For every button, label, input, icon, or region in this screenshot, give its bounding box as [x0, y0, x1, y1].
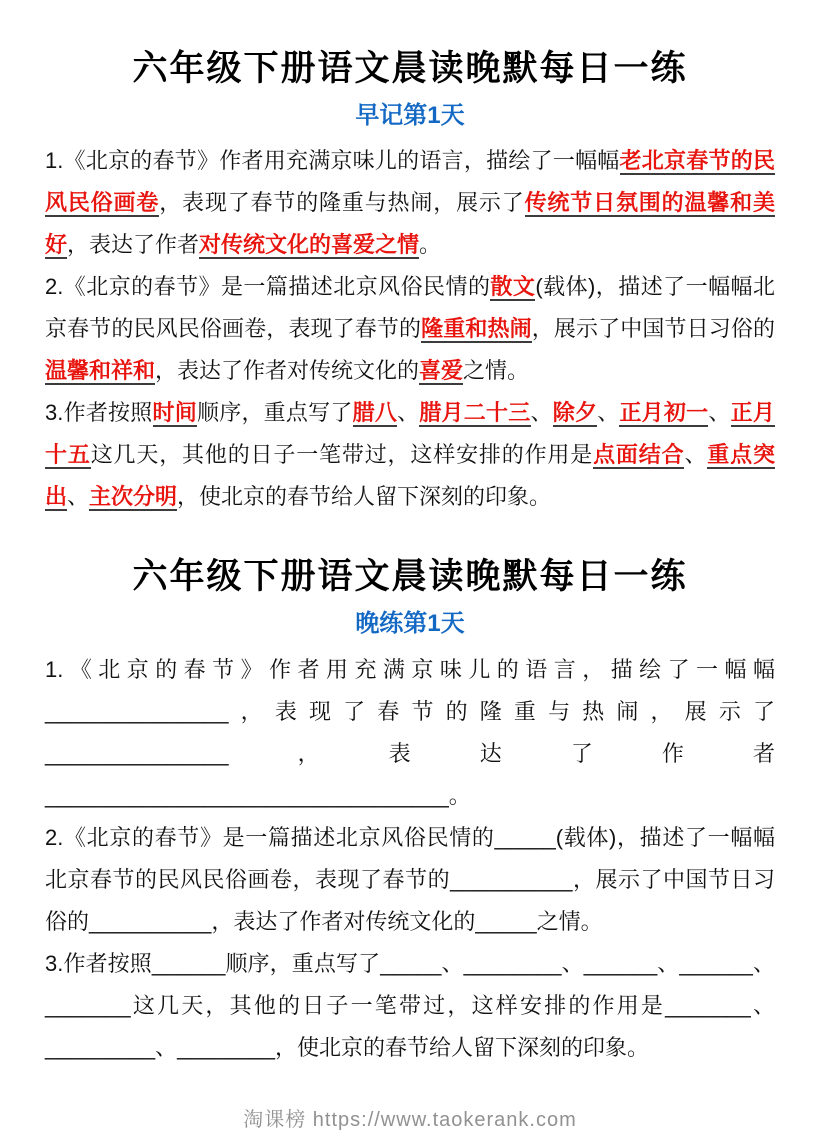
paragraph [45, 266, 775, 392]
paragraph-list-morning [45, 140, 775, 518]
answer-text: 对传统文化的喜爱之情 [199, 232, 420, 258]
answer-text: 重点突出 [45, 442, 775, 510]
body-text: 之情。 [536, 908, 603, 934]
body-text: 之情。 [463, 358, 530, 384]
blank-line: _______ [665, 992, 751, 1018]
body-text: 。 [419, 232, 442, 258]
answer-text: 时间 [152, 400, 197, 426]
answer-text: 正月初一 [619, 400, 709, 426]
answer-text: 除夕 [552, 400, 598, 426]
blank-line: _______________ [45, 698, 229, 724]
footer-site-text: 淘课榜 https://www.taokerank.com [243, 1108, 577, 1131]
answer-text: 点面结合 [593, 442, 685, 468]
blank-line: _____ [475, 908, 537, 934]
day-label-morning: 早记第1天 [355, 101, 465, 129]
body-text: ，展示了中国节日习俗的 [531, 316, 775, 342]
answer-text: 主次分明 [89, 484, 178, 510]
answer-text: 温馨和祥和 [45, 358, 156, 384]
body-text: 3.作者按照 [45, 950, 152, 976]
body-text: ，表现了春节的隆重与热闹，展示了 [228, 698, 775, 724]
answer-text: 正月十五 [45, 400, 775, 468]
body-text: 、 [657, 950, 680, 976]
body-text: ，使北京的春节给人留下深刻的印象。 [177, 484, 552, 510]
body-text: ，表现了春节的隆重与热闹，展示了 [159, 190, 525, 216]
page-footer [45, 1103, 775, 1148]
body-text: ，展示了中国节日习俗的 [45, 866, 775, 934]
blank-line: _____ [494, 824, 556, 850]
blank-line: _________________________________ [45, 782, 449, 808]
blank-line: ________ [177, 1034, 276, 1060]
body-text: 3.作者按照 [45, 400, 153, 426]
blank-line: __________ [450, 866, 573, 892]
body-text: 2.《北京的春节》是一篇描述北京风俗民情的 [45, 824, 495, 850]
blank-line: _______________ [45, 740, 229, 766]
body-text: 。 [448, 782, 471, 808]
answer-text: 腊月二十三 [419, 400, 531, 426]
blank-line: ______ [151, 950, 226, 976]
blank-line: ______ [679, 950, 753, 976]
day-label-evening: 晚练第1天 [355, 609, 465, 637]
answer-text: 喜爱 [419, 358, 464, 384]
body-text: 顺序，重点写了 [225, 950, 381, 976]
body-text: 1.《北京的春节》作者用充满京味儿的语言，描绘了一幅幅 [45, 656, 775, 682]
section-morning-memorize [45, 46, 775, 518]
body-text: 、 [561, 950, 584, 976]
body-text: 1.《北京的春节》作者用充满京味儿的语言，描绘了一幅幅 [45, 148, 620, 174]
body-text: 这几天，其他的日子一笔带过，这样安排的作用是 [130, 992, 666, 1018]
body-text: 、 [441, 950, 464, 976]
answer-text: 传统节日氛围的温馨和美好 [45, 190, 775, 258]
body-text: ，表达了作者对传统文化的 [155, 358, 420, 384]
body-text: ，使北京的春节给人留下深刻的印象。 [275, 1034, 650, 1060]
section-evening-practice [45, 554, 775, 1068]
body-text: (载体)，描述了一幅幅北京春节的民风民俗画卷，表现了春节的 [45, 824, 775, 892]
blank-line: _______ [45, 992, 131, 1018]
blank-line: _________ [45, 1034, 156, 1060]
paragraph [45, 817, 775, 943]
body-text: 、 [67, 484, 90, 510]
body-text: 、 [750, 992, 775, 1018]
blank-line: ________ [463, 950, 562, 976]
blank-line: __________ [89, 908, 212, 934]
answer-text: 腊八 [352, 400, 398, 426]
worksheet-title-2: 六年级下册语文晨读晚默每日一练 [132, 557, 688, 597]
body-text: 这几天，其他的日子一笔带过，这样安排的作用是 [90, 442, 594, 468]
blank-line: ______ [583, 950, 658, 976]
paragraph [45, 649, 775, 817]
body-text: ，表达了作者 [228, 740, 775, 766]
body-text: 、 [397, 400, 420, 426]
body-text: 、 [530, 400, 553, 426]
answer-text: 隆重和热闹 [421, 316, 532, 342]
body-text: 、 [708, 400, 731, 426]
body-text: 顺序，重点写了 [196, 400, 353, 426]
answer-text: 老北京春节的民风民俗画卷 [45, 148, 775, 216]
paragraph [45, 140, 775, 266]
body-text: 2.《北京的春节》是一篇描述北京风俗民情的 [45, 274, 491, 300]
body-text: 、 [155, 1034, 178, 1060]
body-text: 、 [752, 950, 775, 976]
paragraph [45, 943, 775, 1069]
paragraph [45, 392, 775, 518]
body-text: ，表达了作者对传统文化的 [211, 908, 476, 934]
answer-text: 散文 [490, 274, 536, 300]
paragraph-list-evening [45, 649, 775, 1069]
body-text: 、 [597, 400, 620, 426]
blank-line: _____ [380, 950, 442, 976]
body-text: (载体)，描述了一幅幅北京春节的民风民俗画卷，表现了春节的 [45, 274, 775, 342]
body-text: ，表达了作者 [67, 232, 200, 258]
body-text: 、 [684, 442, 708, 468]
worksheet-title: 六年级下册语文晨读晚默每日一练 [132, 49, 688, 88]
